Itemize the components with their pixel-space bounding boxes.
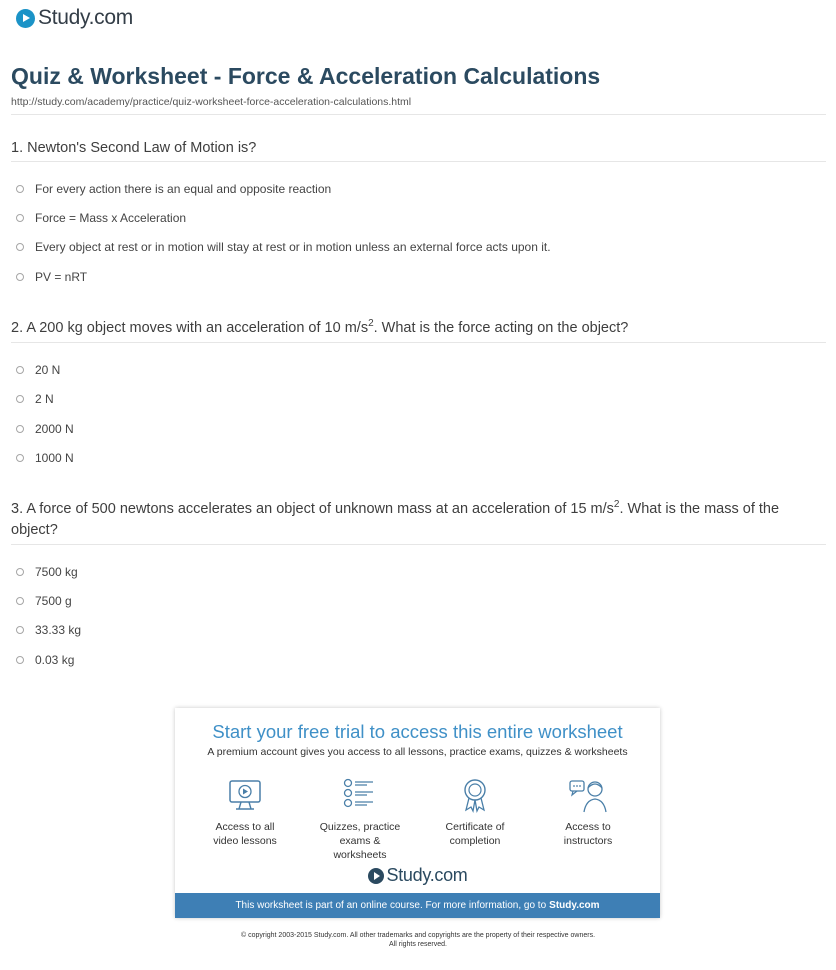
answer-option[interactable] [16,623,81,637]
page-url: http://study.com/academy/practice/quiz-worksheet-force-acceleration-calculations.html [11,96,412,108]
study-logo[interactable] [16,6,133,30]
option-label: Every object at rest or in motion will stay at rest or in motion unless an external force acts upon it. [35,240,551,254]
answer-option[interactable] [16,182,331,196]
copyright-line: © copyright 2003-2015 Study.com. All other trademarks and copyrights are the property of their respective owners. [240,932,596,939]
option-label: PV = nRT [35,270,88,284]
feature-label: Quizzes, practice [319,821,401,833]
option-label: 20 N [35,363,61,377]
option-label: 7500 g [35,594,72,608]
promo-logo[interactable] [175,865,660,886]
video-lesson-icon [226,778,264,814]
option-label: 2000 N [35,422,74,436]
answer-option[interactable] [16,594,72,608]
answer-option[interactable] [16,392,54,406]
divider [11,114,826,115]
radio-button[interactable] [16,626,24,634]
radio-button[interactable] [16,214,24,222]
option-label: Force = Mass x Acceleration [35,211,187,225]
feature-label: Access to all [215,821,275,833]
radio-button[interactable] [16,395,24,403]
page-title: Quiz & Worksheet - Force & Acceleration Calculations [11,63,601,89]
certificate-icon [456,778,494,814]
radio-button[interactable] [16,454,24,462]
copyright-line: All rights reserved. [389,941,447,948]
question-3: 3. A force of 500 newtons accelerates an object of unknown mass at an acceleration of 15 $m/s^2$. What is the mass of the object? [11,499,780,538]
feature-instructors [543,778,633,848]
copyright [0,931,836,949]
answer-option[interactable] [16,565,78,579]
promo-subheading: A premium account gives you access to all lessons, practice exams, quizzes & worksheets [207,746,628,758]
feature-quizzes [315,778,405,862]
question-2: 2. A 200 kg object moves with an acceleration of 10 $m/s^2$. What is the force acting on the object? [11,318,629,336]
feature-label: video lessons [213,835,277,847]
feature-label: instructors [563,835,613,847]
option-label: 7500 kg [35,565,78,579]
answer-option[interactable] [16,653,74,667]
study-link[interactable]: Study.com [549,900,600,911]
radio-button[interactable] [16,273,24,281]
logo-text: Study.com [38,6,133,29]
radio-button[interactable] [16,243,24,251]
course-info-text: This worksheet is part of an online course. For more information, go to [235,900,547,911]
radio-button[interactable] [16,656,24,664]
answer-option[interactable] [16,240,551,254]
course-info-bar [175,893,660,918]
feature-label: Certificate of [445,821,505,833]
play-circle-icon [16,9,35,28]
radio-button[interactable] [16,366,24,374]
radio-button[interactable] [16,425,24,433]
option-label: 33.33 kg [35,623,82,637]
feature-label: Access to [565,821,611,833]
answer-option[interactable] [16,363,60,377]
free-trial-promo [175,708,660,918]
instructor-icon [568,778,608,814]
feature-label: exams & worksheets [333,835,387,861]
divider [11,544,826,545]
promo-heading[interactable]: Start your free trial to access this entire worksheet [212,721,623,742]
promo-logo-text: Study.com [386,865,468,885]
radio-button[interactable] [16,568,24,576]
play-circle-icon [368,868,384,884]
divider [11,161,826,162]
option-label: 1000 N [35,451,74,465]
feature-label: completion [449,835,501,847]
answer-option[interactable] [16,422,74,436]
feature-certificate [430,778,520,848]
option-label: For every action there is an equal and opposite reaction [35,182,332,196]
option-label: 0.03 kg [35,653,75,667]
option-label: 2 N [35,392,54,406]
radio-button[interactable] [16,185,24,193]
answer-option[interactable] [16,270,87,284]
divider [11,342,826,343]
question-1: 1. Newton's Second Law of Motion is? [11,140,257,156]
answer-option[interactable] [16,211,186,225]
radio-button[interactable] [16,597,24,605]
feature-video-lessons [200,778,290,848]
quiz-list-icon [341,778,379,814]
answer-option[interactable] [16,451,74,465]
